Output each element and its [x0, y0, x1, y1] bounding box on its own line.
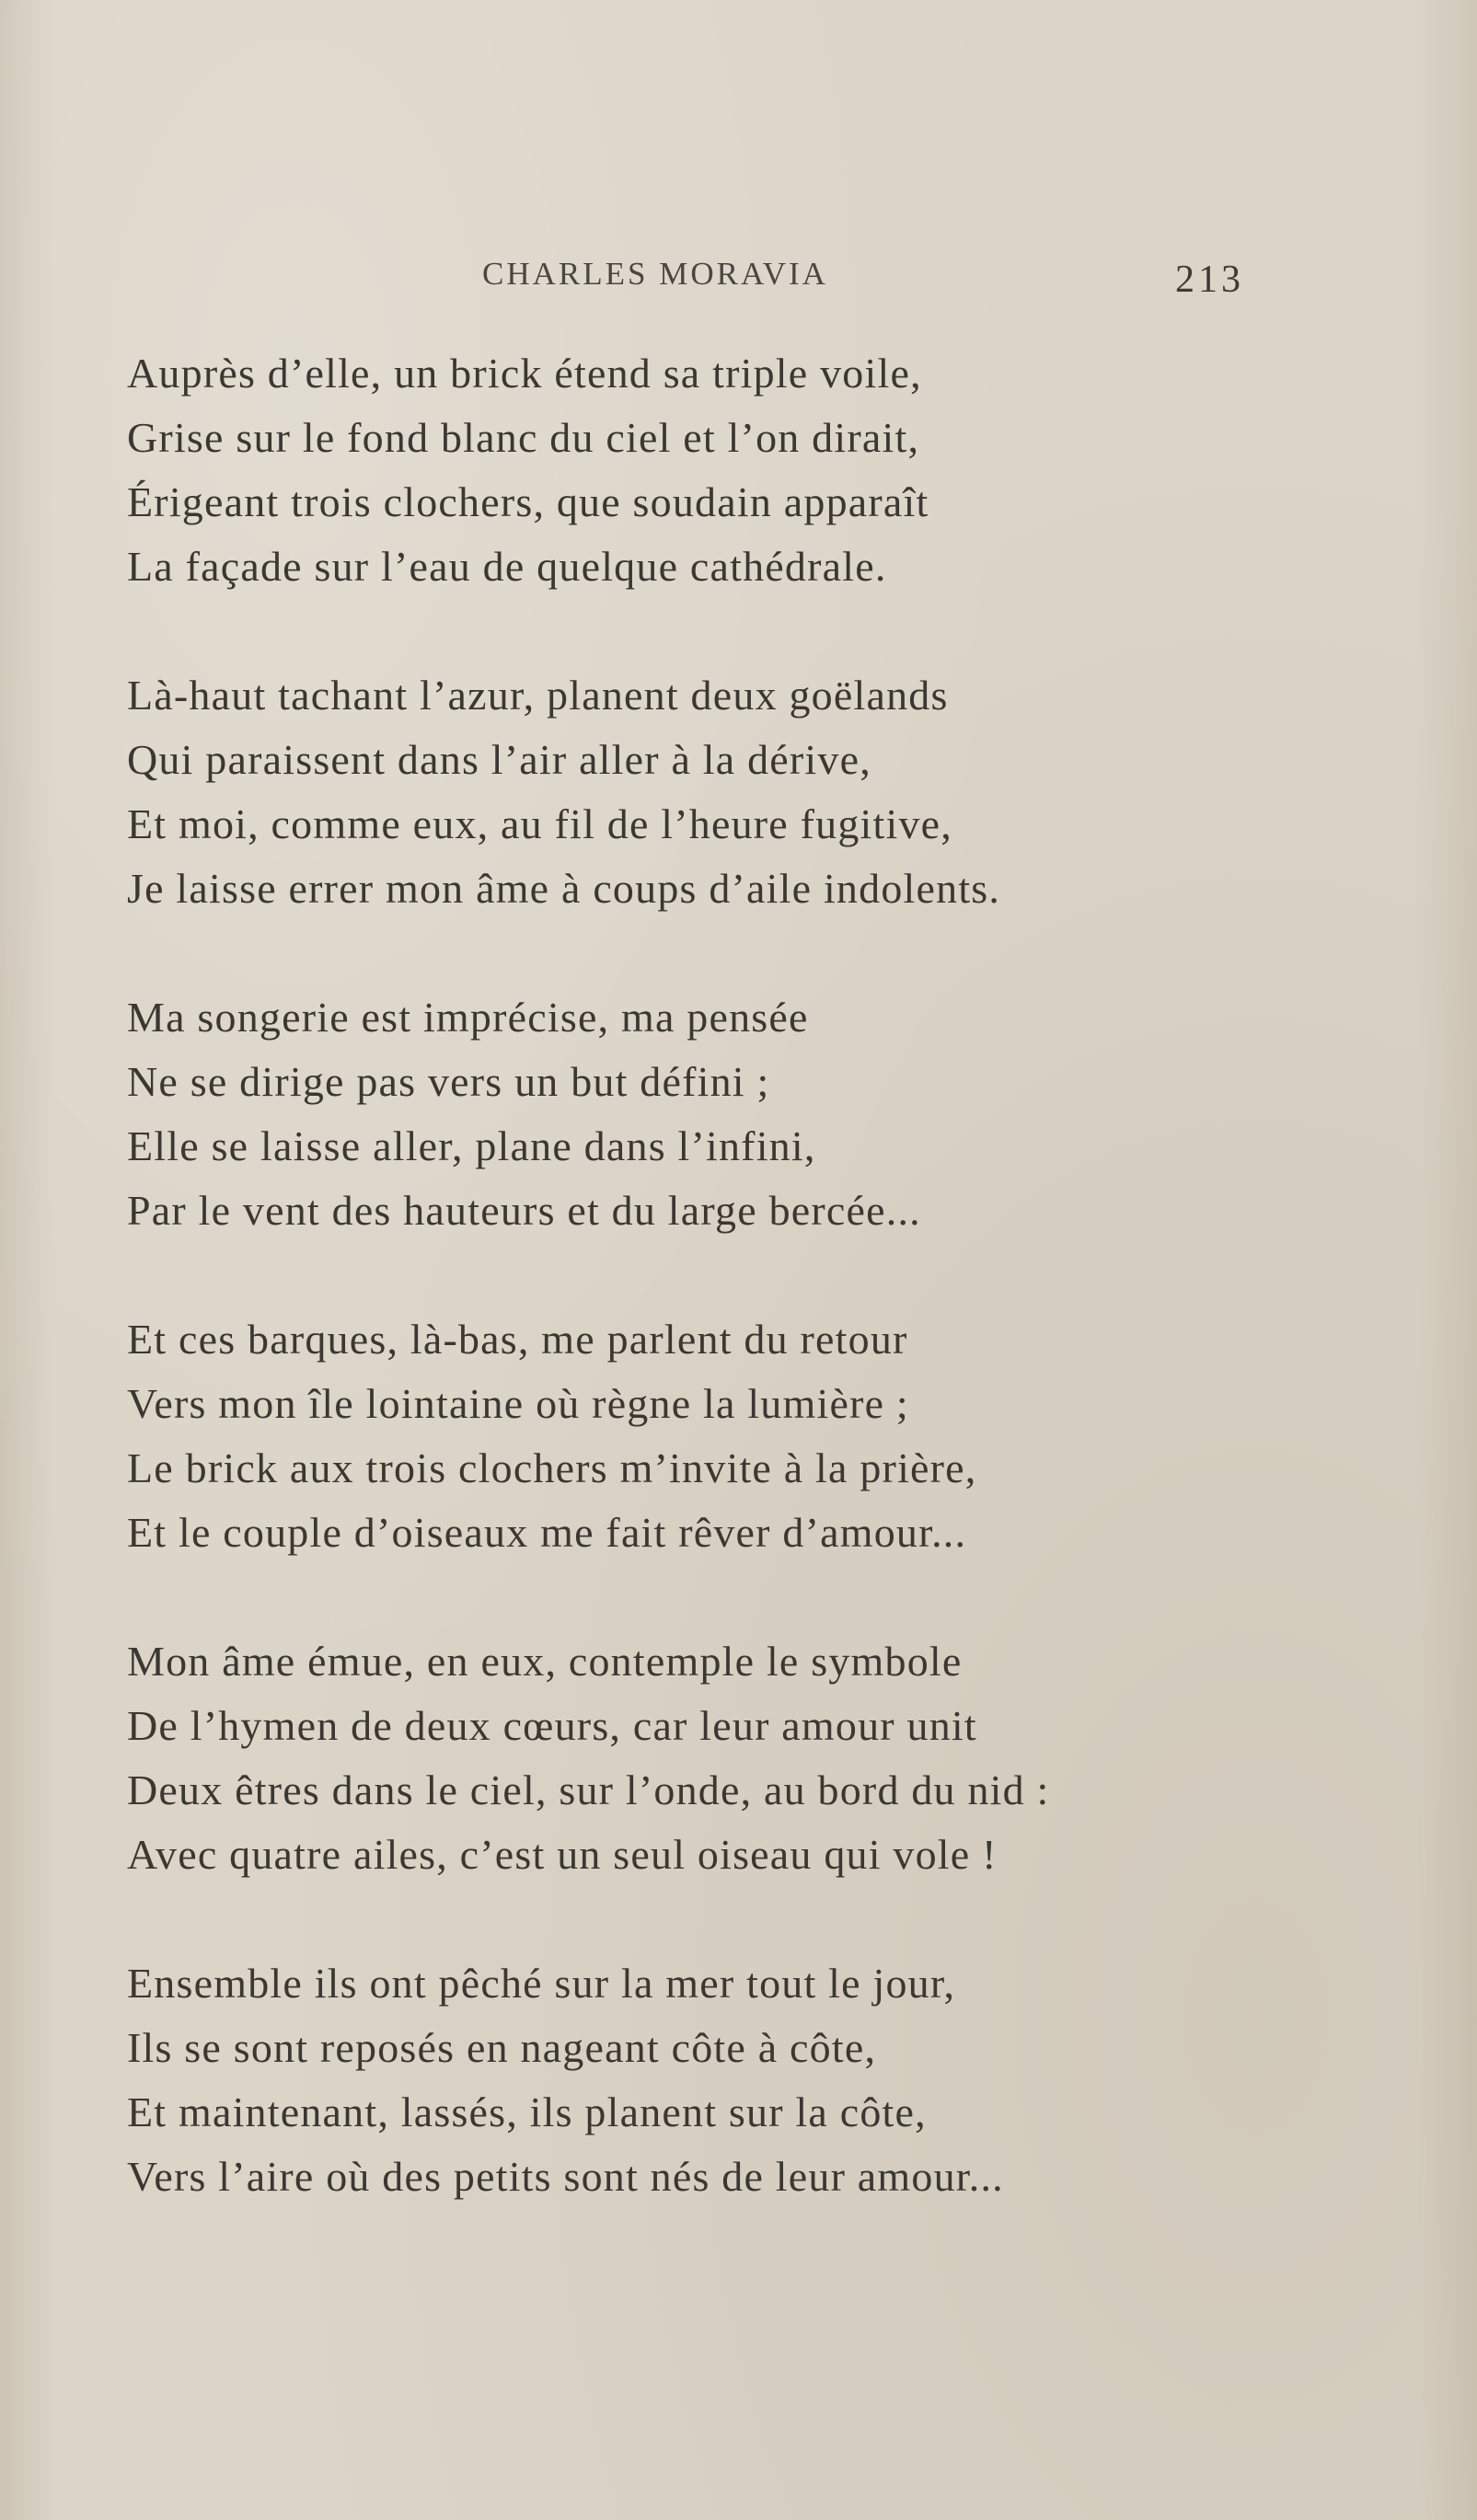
poem: [127, 341, 1452, 2273]
running-head: [0, 256, 1477, 302]
stanza: [127, 341, 1452, 599]
stanza: [127, 1307, 1452, 1565]
stanza: [127, 1629, 1452, 1887]
verse-line: De l’hymen de deux cœurs, car leur amour unit: [127, 1702, 977, 1749]
verse-line: Deux êtres dans le ciel, sur l’onde, au bord du nid :: [127, 1766, 1050, 1813]
verse-line: Érigeant trois clochers, que soudain apparaît: [127, 478, 929, 525]
verse-line: Qui paraissent dans l’air aller à la dérive,: [127, 736, 871, 783]
verse-line: Le brick aux trois clochers m’invite à la prière,: [127, 1444, 977, 1491]
stanza: [127, 663, 1452, 921]
verse-line: La façade sur l’eau de quelque cathédrale.: [127, 543, 887, 590]
verse-line: Vers l’aire où des petits sont nés de leur amour...: [127, 2153, 1004, 2200]
page-number: 213: [1175, 259, 1244, 301]
verse-line: Ils se sont reposés en nageant côte à côte,: [127, 2024, 877, 2071]
verse-line: Mon âme émue, en eux, contemple le symbole: [127, 1638, 963, 1685]
stanza: [127, 985, 1452, 1243]
stanza: [127, 1951, 1452, 2209]
verse-line: Et le couple d’oiseaux me fait rêver d’amour...: [127, 1509, 967, 1556]
running-head-author: CHARLES MORAVIA: [482, 256, 828, 292]
verse-line: Et maintenant, lassés, ils planent sur la côte,: [127, 2088, 927, 2135]
verse-line: Et moi, comme eux, au fil de l’heure fugitive,: [127, 800, 952, 847]
verse-line: Ne se dirige pas vers un but défini ;: [127, 1058, 770, 1105]
verse-line: Par le vent des hauteurs et du large bercée...: [127, 1187, 921, 1234]
verse-line: Avec quatre ailes, c’est un seul oiseau qui vole !: [127, 1831, 998, 1878]
verse-line: Ensemble ils ont pêché sur la mer tout le jour,: [127, 1960, 956, 2007]
verse-line: Et ces barques, là-bas, me parlent du retour: [127, 1316, 908, 1363]
verse-line: Elle se laisse aller, plane dans l’infini,: [127, 1122, 816, 1169]
verse-line: Ma songerie est imprécise, ma pensée: [127, 994, 809, 1041]
verse-line: Auprès d’elle, un brick étend sa triple voile,: [127, 350, 922, 397]
verse-line: Grise sur le fond blanc du ciel et l’on dirait,: [127, 414, 920, 461]
verse-line: Vers mon île lointaine où règne la lumière ;: [127, 1380, 909, 1427]
verse-line: Là-haut tachant l’azur, planent deux goëlands: [127, 672, 949, 719]
verse-line: Je laisse errer mon âme à coups d’aile indolents.: [127, 865, 1001, 912]
